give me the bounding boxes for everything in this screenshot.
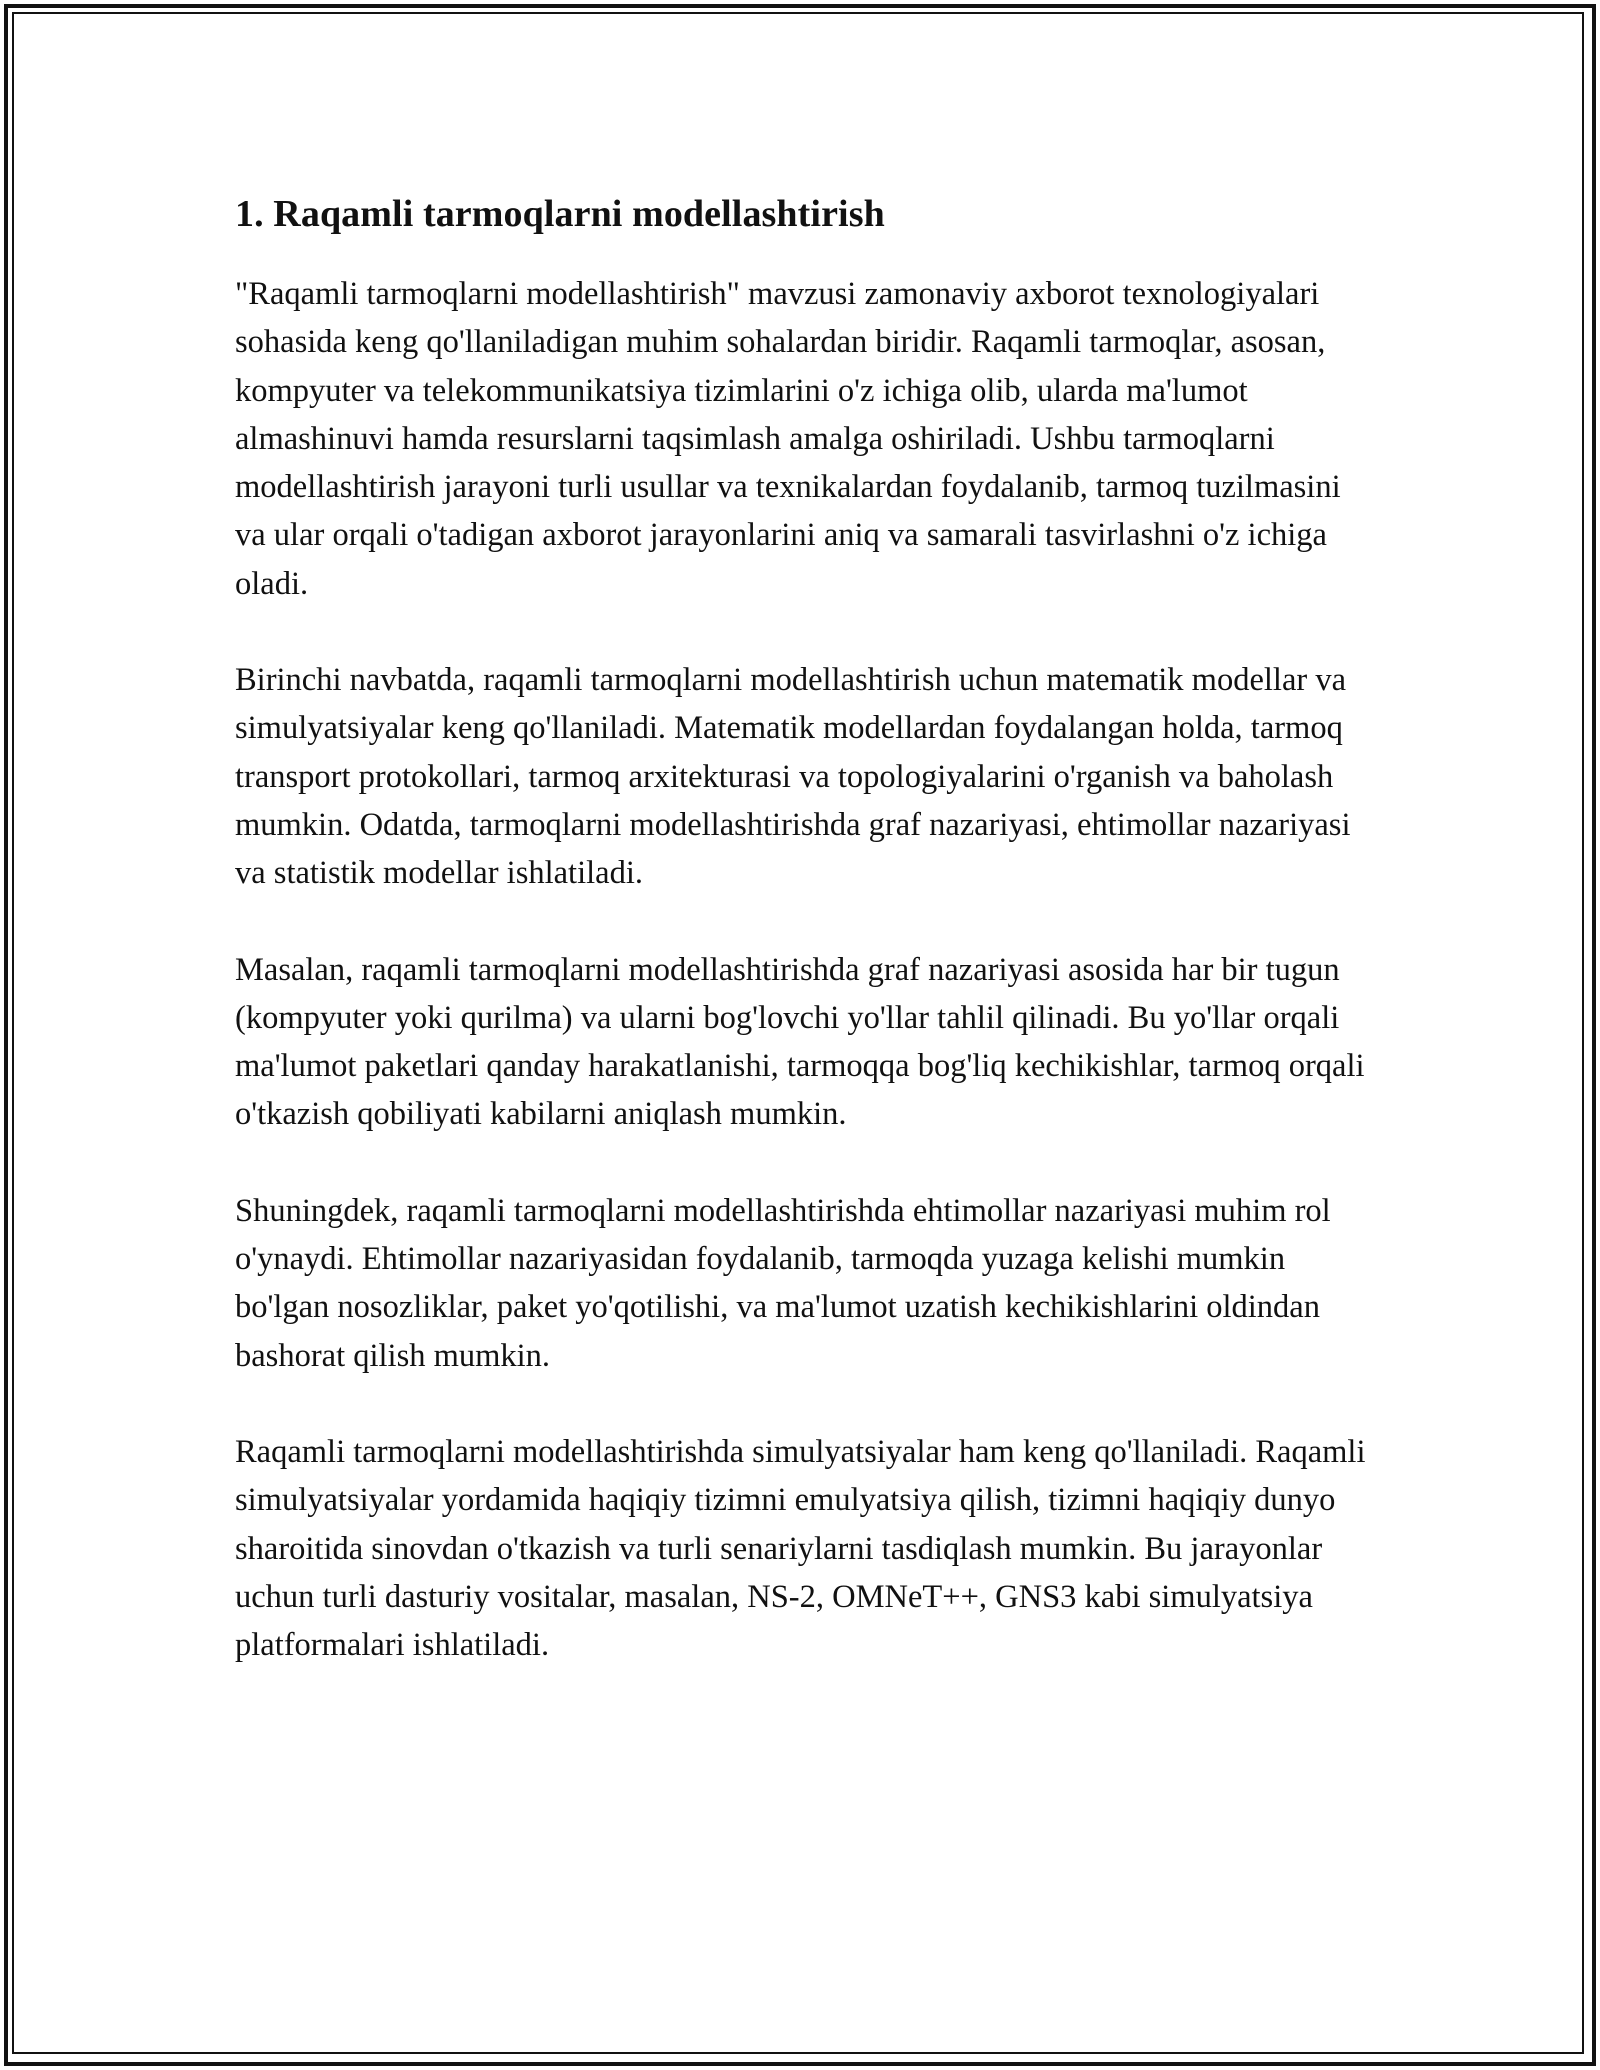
paragraph-mathematical-models: Birinchi navbatda, raqamli tarmoqlarni modellashtirish uchun matematik modellar va simulyatsiyalar keng qo'llaniladi. Matematik modellardan foydalangan holda, tarmoq transport protokollari, tarmoq arxitekturasi va topologiyalarini o'rganish va baholash mumkin. Odatda, tarmoqlarni modellashtirishda graf nazariyasi, ehtimollar nazariyasi va statistik modellar ishlatiladi.: [235, 662, 1351, 892]
paragraph-intro: "Raqamli tarmoqlarni modellashtirish" mavzusi zamonaviy axborot texnologiyalari sohasida keng qo'llaniladigan muhim sohalardan biridir. Raqamli tarmoqlar, asosan, kompyuter va telekommunikatsiya tizimlarini o'z ichiga olib, ularda ma'lumot almashinuvi hamda resurslarni taqsimlash amalga oshiriladi. Ushbu tarmoqlarni modellashtirish jarayoni turli usullar va texnikalardan foydalanib, tarmoq tuzilmasini va ular orqali o'tadigan axborot jarayonlarini aniq va samarali tasvirlashni o'z ichiga oladi.: [235, 276, 1341, 602]
document-body: [235, 182, 1375, 1717]
paragraph-probability-theory: Shuningdek, raqamli tarmoqlarni modellashtirishda ehtimollar nazariyasi muhim rol o'ynaydi. Ehtimollar nazariyasidan foydalanib, tarmoqda yuzaga kelishi mumkin bo'lgan nosozliklar, paket yo'qotilishi, va ma'lumot uzatish kechikishlarini oldindan bashorat qilish mumkin.: [235, 1192, 1331, 1374]
paragraph-simulations: Raqamli tarmoqlarni modellashtirishda simulyatsiyalar ham keng qo'llaniladi. Raqamli simulyatsiyalar yordamida haqiqiy tizimni emulyatsiya qilish, tizimni haqiqiy dunyo sharoitida sinovdan o'tkazish va turli senariylarni tasdiqlash mumkin. Bu jarayonlar uchun turli dasturiy vositalar, masalan, NS-2, OMNeT++, GNS3 kabi simulyatsiya platformalari ishlatiladi.: [235, 1433, 1366, 1664]
section-heading: 1. Raqamli tarmoqlarni modellashtirish: [235, 193, 885, 235]
paragraph-graph-theory: Masalan, raqamli tarmoqlarni modellashtirishda graf nazariyasi asosida har bir tugun (kompyuter yoki qurilma) va ularni bog'lovchi yo'llar tahlil qilinadi. Bu yo'llar orqali ma'lumot paketlari qanday harakatlanishi, tarmoqqa bog'liq kechikishlar, tarmoq orqali o'tkazish qobiliyati kabilarni aniqlash mumkin.: [235, 951, 1365, 1133]
